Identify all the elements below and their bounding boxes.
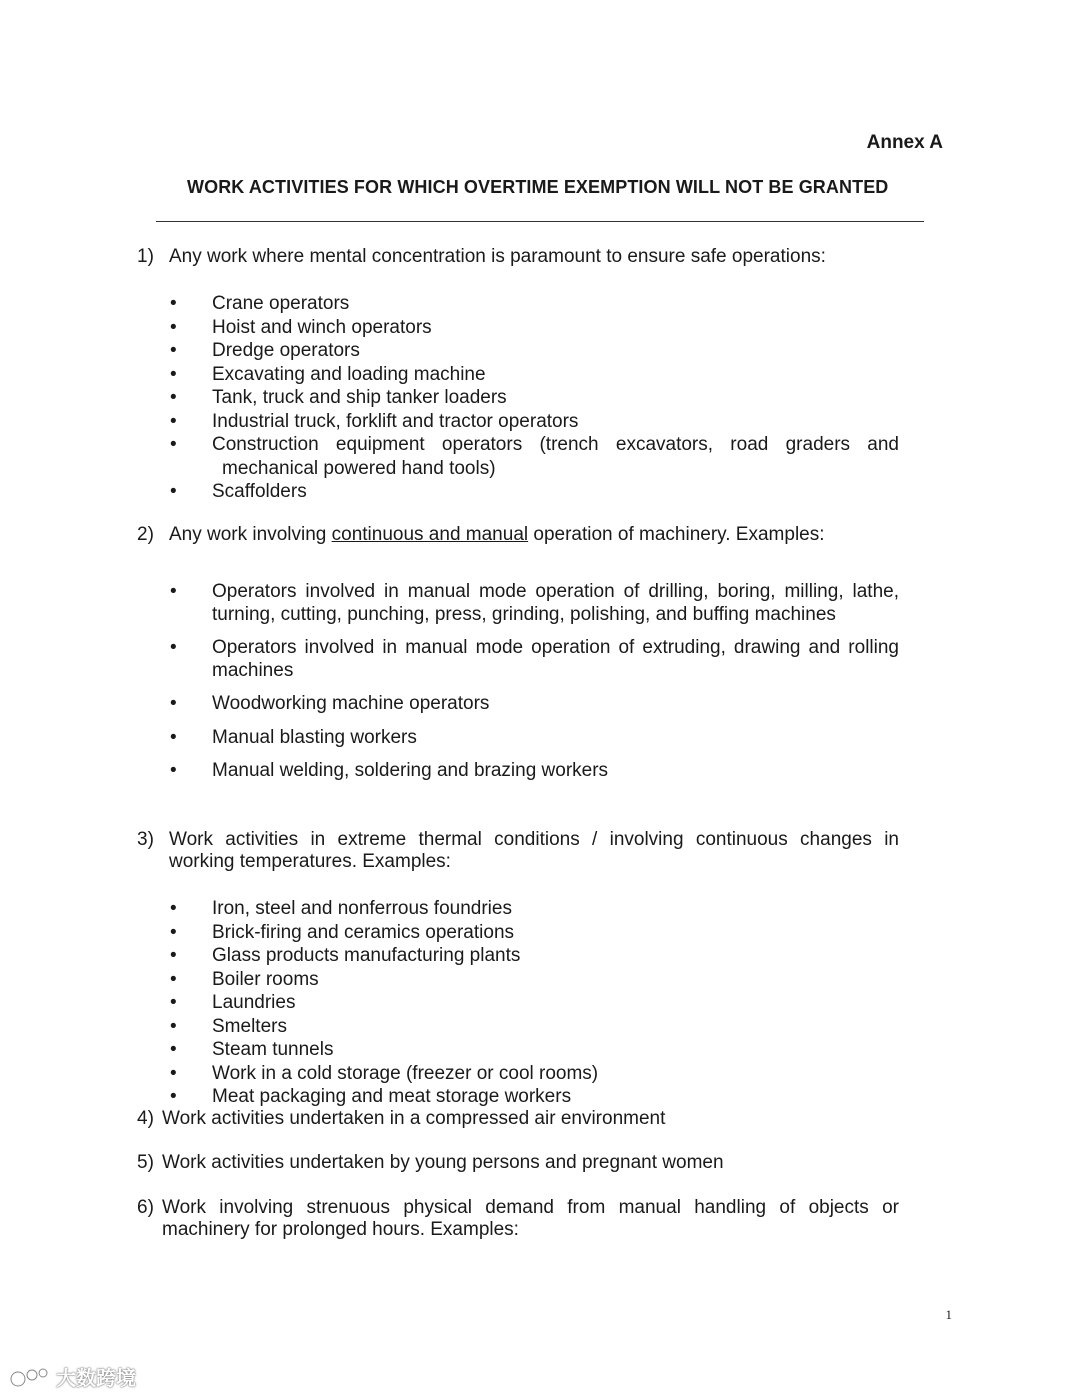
bullet-icon: • (170, 581, 177, 602)
section-text: Any work where mental concentration is paramount to ensure safe operations: (169, 246, 826, 267)
bullet-icon: • (170, 693, 177, 714)
list-item: • Tank, truck and ship tanker loaders (170, 387, 507, 408)
section-text: Work activities in extreme thermal conditions / involving continuous changes in working temperatures. Examples: (169, 829, 899, 872)
list-item: • Construction equipment operators (trench excavators, road graders and mechanical powered hand tools) (170, 434, 899, 479)
section-number: 4) (137, 1108, 154, 1129)
annex-label: Annex A (866, 132, 943, 153)
section-2-heading (137, 524, 899, 546)
section-5-heading (137, 1152, 899, 1174)
list-item: • Excavating and loading machine (170, 363, 486, 385)
section-text: Any work involving continuous and manual operation of machinery. Examples: (169, 524, 825, 545)
bullet-icon: • (170, 293, 177, 314)
bullet-icon: • (170, 410, 177, 432)
list-item: • Woodworking machine operators (170, 693, 490, 714)
section-4-heading (137, 1108, 899, 1130)
list-item: • Meat packaging and meat storage workers (170, 1086, 572, 1107)
section-3-heading (137, 829, 899, 873)
list-item: • Steam tunnels (170, 1039, 334, 1060)
list-item: • Hoist and winch operators (170, 316, 432, 338)
list-item: • Boiler rooms (170, 968, 319, 990)
list-item: • Operators involved in manual mode operation of extruding, drawing and rolling machines (170, 637, 899, 681)
bullet-icon: • (170, 1039, 177, 1060)
watermark-logo-icon (8, 1365, 50, 1389)
bullet-icon: • (170, 1015, 177, 1037)
bullet-icon: • (170, 1086, 177, 1107)
list-item: • Work in a cold storage (freezer or cool rooms) (170, 1062, 599, 1084)
bullet-icon: • (170, 921, 177, 943)
bullet-icon: • (170, 726, 177, 748)
section-number: 2) (137, 524, 154, 545)
bullet-icon: • (170, 340, 177, 361)
bullet-icon: • (170, 434, 177, 455)
section-3-list (170, 897, 899, 1109)
list-item: • Scaffolders (170, 481, 307, 502)
list-item: • Dredge operators (170, 340, 360, 361)
section-text: Work activities undertaken by young persons and pregnant women (162, 1152, 724, 1173)
list-item: • Glass products manufacturing plants (170, 945, 521, 966)
list-item: • Laundries (170, 992, 296, 1013)
watermark-text: 大数跨境 (56, 1368, 136, 1390)
section-2-list (170, 581, 899, 794)
page-number: 1 (945, 1307, 952, 1322)
document-title: WORK ACTIVITIES FOR WHICH OVERTIME EXEMPTION WILL NOT BE GRANTED (187, 177, 889, 197)
list-item: • Operators involved in manual mode operation of drilling, boring, milling, lathe, turning, cutting, punching, press, grinding, polishing, and buffing machines (170, 581, 899, 625)
section-number: 1) (137, 246, 154, 267)
list-item: • Brick-firing and ceramics operations (170, 921, 515, 943)
bullet-icon: • (170, 968, 177, 990)
section-text: Work activities undertaken in a compressed air environment (162, 1108, 666, 1129)
list-item: • Iron, steel and nonferrous foundries (170, 898, 512, 919)
bullet-icon: • (170, 945, 177, 966)
section-number: 5) (137, 1152, 154, 1173)
bullet-icon: • (170, 316, 177, 338)
list-item-continuation: mechanical powered hand tools) (222, 457, 496, 479)
list-item: • Manual blasting workers (170, 726, 417, 748)
bullet-icon: • (170, 481, 177, 502)
bullet-icon: • (170, 637, 177, 658)
bullet-icon: • (170, 760, 177, 781)
section-6-heading (137, 1197, 899, 1241)
bullet-icon: • (170, 387, 177, 408)
section-number: 3) (137, 829, 154, 850)
section-1-list (170, 292, 899, 504)
section-text: Work involving strenuous physical demand from manual handling of objects or machinery for prolonged hours. Examples: (162, 1197, 899, 1240)
list-item: • Smelters (170, 1015, 287, 1037)
watermark (8, 1362, 136, 1391)
list-item: • Crane operators (170, 293, 350, 314)
bullet-icon: • (170, 992, 177, 1013)
list-item: • Manual welding, soldering and brazing workers (170, 760, 609, 781)
bullet-icon: • (170, 363, 177, 385)
title-divider (156, 221, 924, 222)
bullet-icon: • (170, 898, 177, 919)
section-number: 6) (137, 1197, 154, 1218)
section-1-heading (137, 246, 899, 268)
underlined-phrase: continuous and manual (331, 524, 529, 545)
list-item: • Industrial truck, forklift and tractor operators (170, 410, 579, 432)
bullet-icon: • (170, 1062, 177, 1084)
